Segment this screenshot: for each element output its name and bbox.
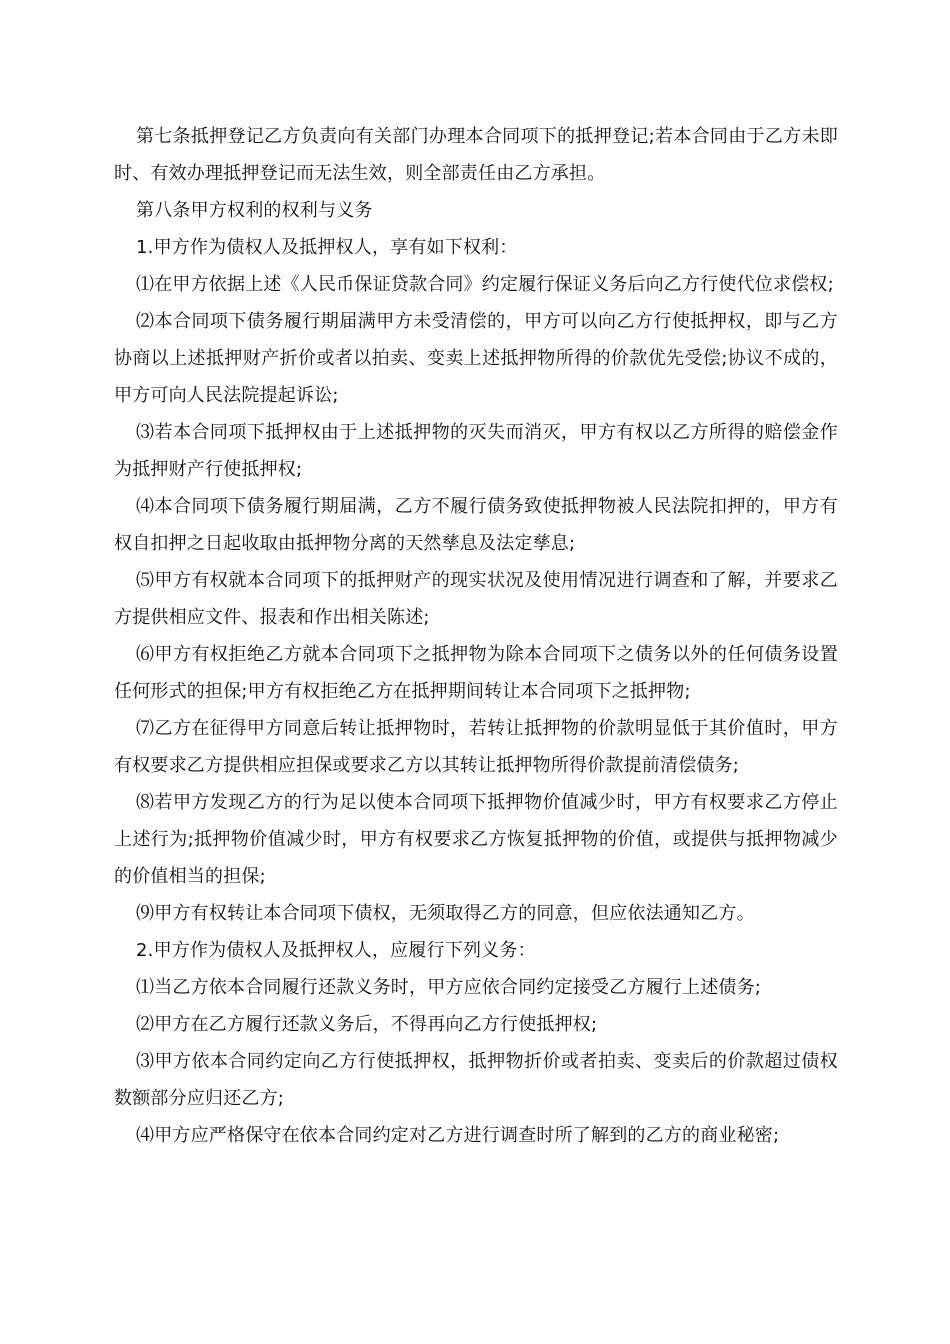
right-item-8: ⑻若甲方发现乙方的行为足以使本合同项下抵押物价值减少时，甲方有权要求乙方停止上述行为;抵押物价值减少时，甲方有权要求乙方恢复抵押物的价值，或提供与抵押物减少的价值相当的担保; xyxy=(114,792,838,887)
right-item-4: ⑷本合同项下债务履行期届满，乙方不履行债务致使抵押物被人民法院扣押的，甲方有权自扣押之日起收取由抵押物分离的天然孳息及法定孳息; xyxy=(114,496,838,554)
obligation-item-2: ⑵甲方在乙方履行还款义务后，不得再向乙方行使抵押权; xyxy=(136,1014,598,1035)
right-item-9: ⑼甲方有权转让本合同项下债权，无须取得乙方的同意，但应依法通知乙方。 xyxy=(136,903,755,924)
article-7-paragraph: 第七条抵押登记乙方负责向有关部门办理本合同项下的抵押登记;若本合同由于乙方未即时、有效办理抵押登记而无法生效，则全部责任由乙方承担。 xyxy=(114,126,838,184)
right-item-7: ⑺乙方在征得甲方同意后转让抵押物时，若转让抵押物的价款明显低于其价值时，甲方有权要求乙方提供相应担保或要求乙方以其转让抵押物所得价款提前清偿债务; xyxy=(114,718,838,776)
right-item-5: ⑸甲方有权就本合同项下的抵押财产的现实状况及使用情况进行调查和了解，并要求乙方提供相应文件、报表和作出相关陈述; xyxy=(114,570,838,628)
obligations-heading: 2.甲方作为债权人及抵押权人，应履行下列义务： xyxy=(136,940,536,961)
rights-heading: 1.甲方作为债权人及抵押权人，享有如下权利： xyxy=(136,237,518,258)
obligation-item-1: ⑴当乙方依本合同履行还款义务时，甲方应依合同约定接受乙方履行上述债务; xyxy=(136,977,762,998)
right-item-3: ⑶若本合同项下抵押权由于上述抵押物的灭失而消灭，甲方有权以乙方所得的赔偿金作为抵押财产行使抵押权; xyxy=(114,422,838,480)
article-8-heading: 第八条甲方权利的权利与义务 xyxy=(136,200,373,221)
document-body xyxy=(114,118,838,1154)
obligation-item-4: ⑷甲方应严格保守在依本合同约定对乙方进行调查时所了解到的乙方的商业秘密; xyxy=(136,1125,780,1146)
right-item-1: ⑴在甲方依据上述《人民币保证贷款合同》约定履行保证义务后向乙方行使代位求偿权; xyxy=(136,274,834,295)
right-item-6: ⑹甲方有权拒绝乙方就本合同项下之抵押物为除本合同项下之债务以外的任何债务设置任何形式的担保;甲方有权拒绝乙方在抵押期间转让本合同项下之抵押物; xyxy=(114,644,838,702)
obligation-item-3: ⑶甲方依本合同约定向乙方行使抵押权，抵押物折价或者拍卖、变卖后的价款超过债权数额部分应归还乙方; xyxy=(114,1051,838,1109)
right-item-2: ⑵本合同项下债务履行期届满甲方未受清偿的，甲方可以向乙方行使抵押权，即与乙方协商以上述抵押财产折价或者以拍卖、变卖上述抵押物所得的价款优先受偿;协议不成的，甲方可向人民法院提起诉讼; xyxy=(114,311,838,406)
